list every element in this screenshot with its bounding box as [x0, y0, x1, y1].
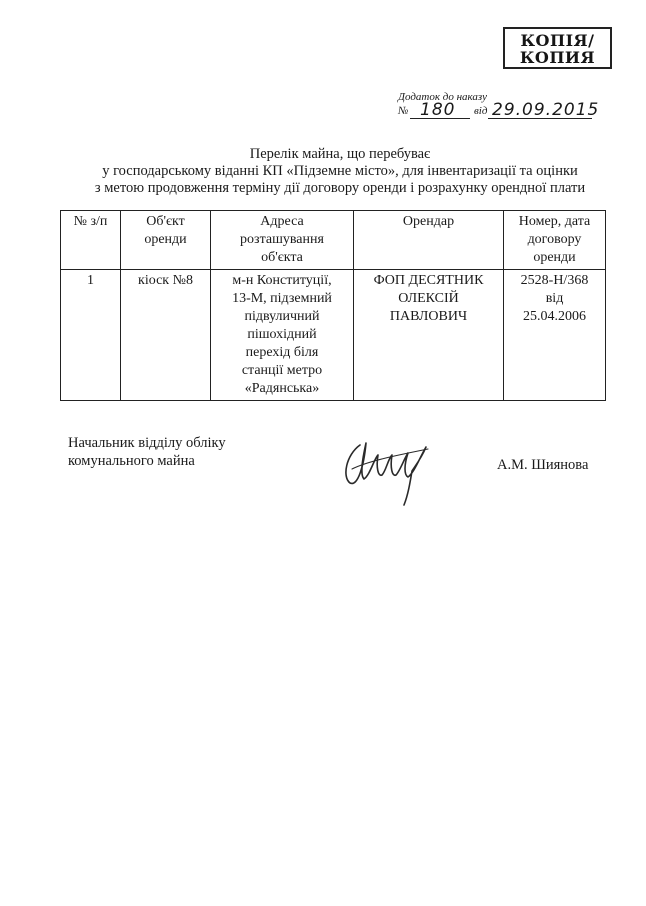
table-data-row [61, 270, 606, 401]
table-data-cell-line: 2528-Н/368 [520, 273, 589, 288]
table-data-cell [211, 270, 354, 401]
table-header-cell-line: розташування [240, 232, 324, 247]
table-data-cell-line: 13-М, підземний [232, 291, 332, 306]
table-data-cell [354, 270, 504, 401]
table-data-cell [504, 270, 606, 401]
table-data-cell-line: 25.04.2006 [523, 309, 586, 324]
table-data-cell-line: перехід біля [245, 345, 319, 360]
table-header-row [61, 211, 606, 270]
table-header-cell-line: оренди [144, 232, 187, 247]
stamp-line-2: КОПИЯ [519, 48, 596, 67]
table-data-cell [61, 270, 121, 401]
title-line-2: у господарському віданні КП «Підземне місто», для інвентаризації та оцінки [102, 163, 578, 179]
table-header-cell-line: № з/п [73, 214, 108, 229]
title-line-1: Перелік майна, що перебуває [249, 146, 431, 162]
handwritten-signature [338, 425, 438, 510]
table-header-cell-line: об'єкта [261, 250, 303, 265]
table-header-cell-line: оренди [533, 250, 576, 265]
signer-position-line-2: комунального майна [68, 453, 195, 469]
order-date: 29.09.2015 [492, 100, 600, 120]
copy-stamp [503, 27, 612, 69]
table-data-cell-line: від [545, 291, 564, 306]
table-header-cell-line: Орендар [402, 214, 455, 229]
table-data-cell-line: м-н Конституції, [232, 273, 332, 288]
title-line-3: з метою продовження терміну дії договору оренди і розрахунку орендної плати [94, 180, 586, 196]
table-header-cell [211, 211, 354, 270]
table-data-cell-line: ФОП ДЕСЯТНИК [373, 273, 484, 288]
table-data-cell-line: ОЛЕКСІЙ [398, 291, 459, 306]
property-table [60, 210, 606, 401]
table-header-cell [354, 211, 504, 270]
table-header-cell-line: Адреса [260, 214, 304, 229]
table-header-cell-line: договору [527, 232, 582, 247]
order-number-underline [410, 118, 470, 119]
order-date-underline [488, 118, 592, 119]
annex-label: Додаток до наказу [398, 91, 487, 103]
order-number: 180 [420, 100, 456, 120]
table-data-cell-line: кіоск №8 [138, 273, 193, 288]
order-reference [398, 100, 600, 122]
table-data-cell [121, 270, 211, 401]
signer-position [68, 434, 226, 470]
table-data-cell-line: ПАВЛОВИЧ [389, 309, 468, 324]
table-header-cell-line: Номер, дата [518, 214, 591, 229]
table-header-cell [121, 211, 211, 270]
table-header-cell [61, 211, 121, 270]
order-date-prefix: від [474, 105, 488, 117]
table-data-cell-line: 1 [87, 273, 94, 288]
table-data-cell-line: підвуличний [244, 309, 320, 324]
table-header-cell-line: Об'єкт [146, 214, 185, 229]
table-data-cell-line: станції метро [241, 363, 323, 378]
stamp-line-1: КОПІЯ/ [520, 31, 595, 50]
signer-position-line-1: Начальник відділу обліку [68, 435, 226, 451]
table-data-cell-line: «Радянська» [244, 381, 320, 396]
signer-name: А.М. Шиянова [497, 457, 589, 473]
order-number-prefix: № [398, 105, 409, 117]
table-header-cell [504, 211, 606, 270]
table-data-cell-line: пішохідний [247, 327, 317, 342]
